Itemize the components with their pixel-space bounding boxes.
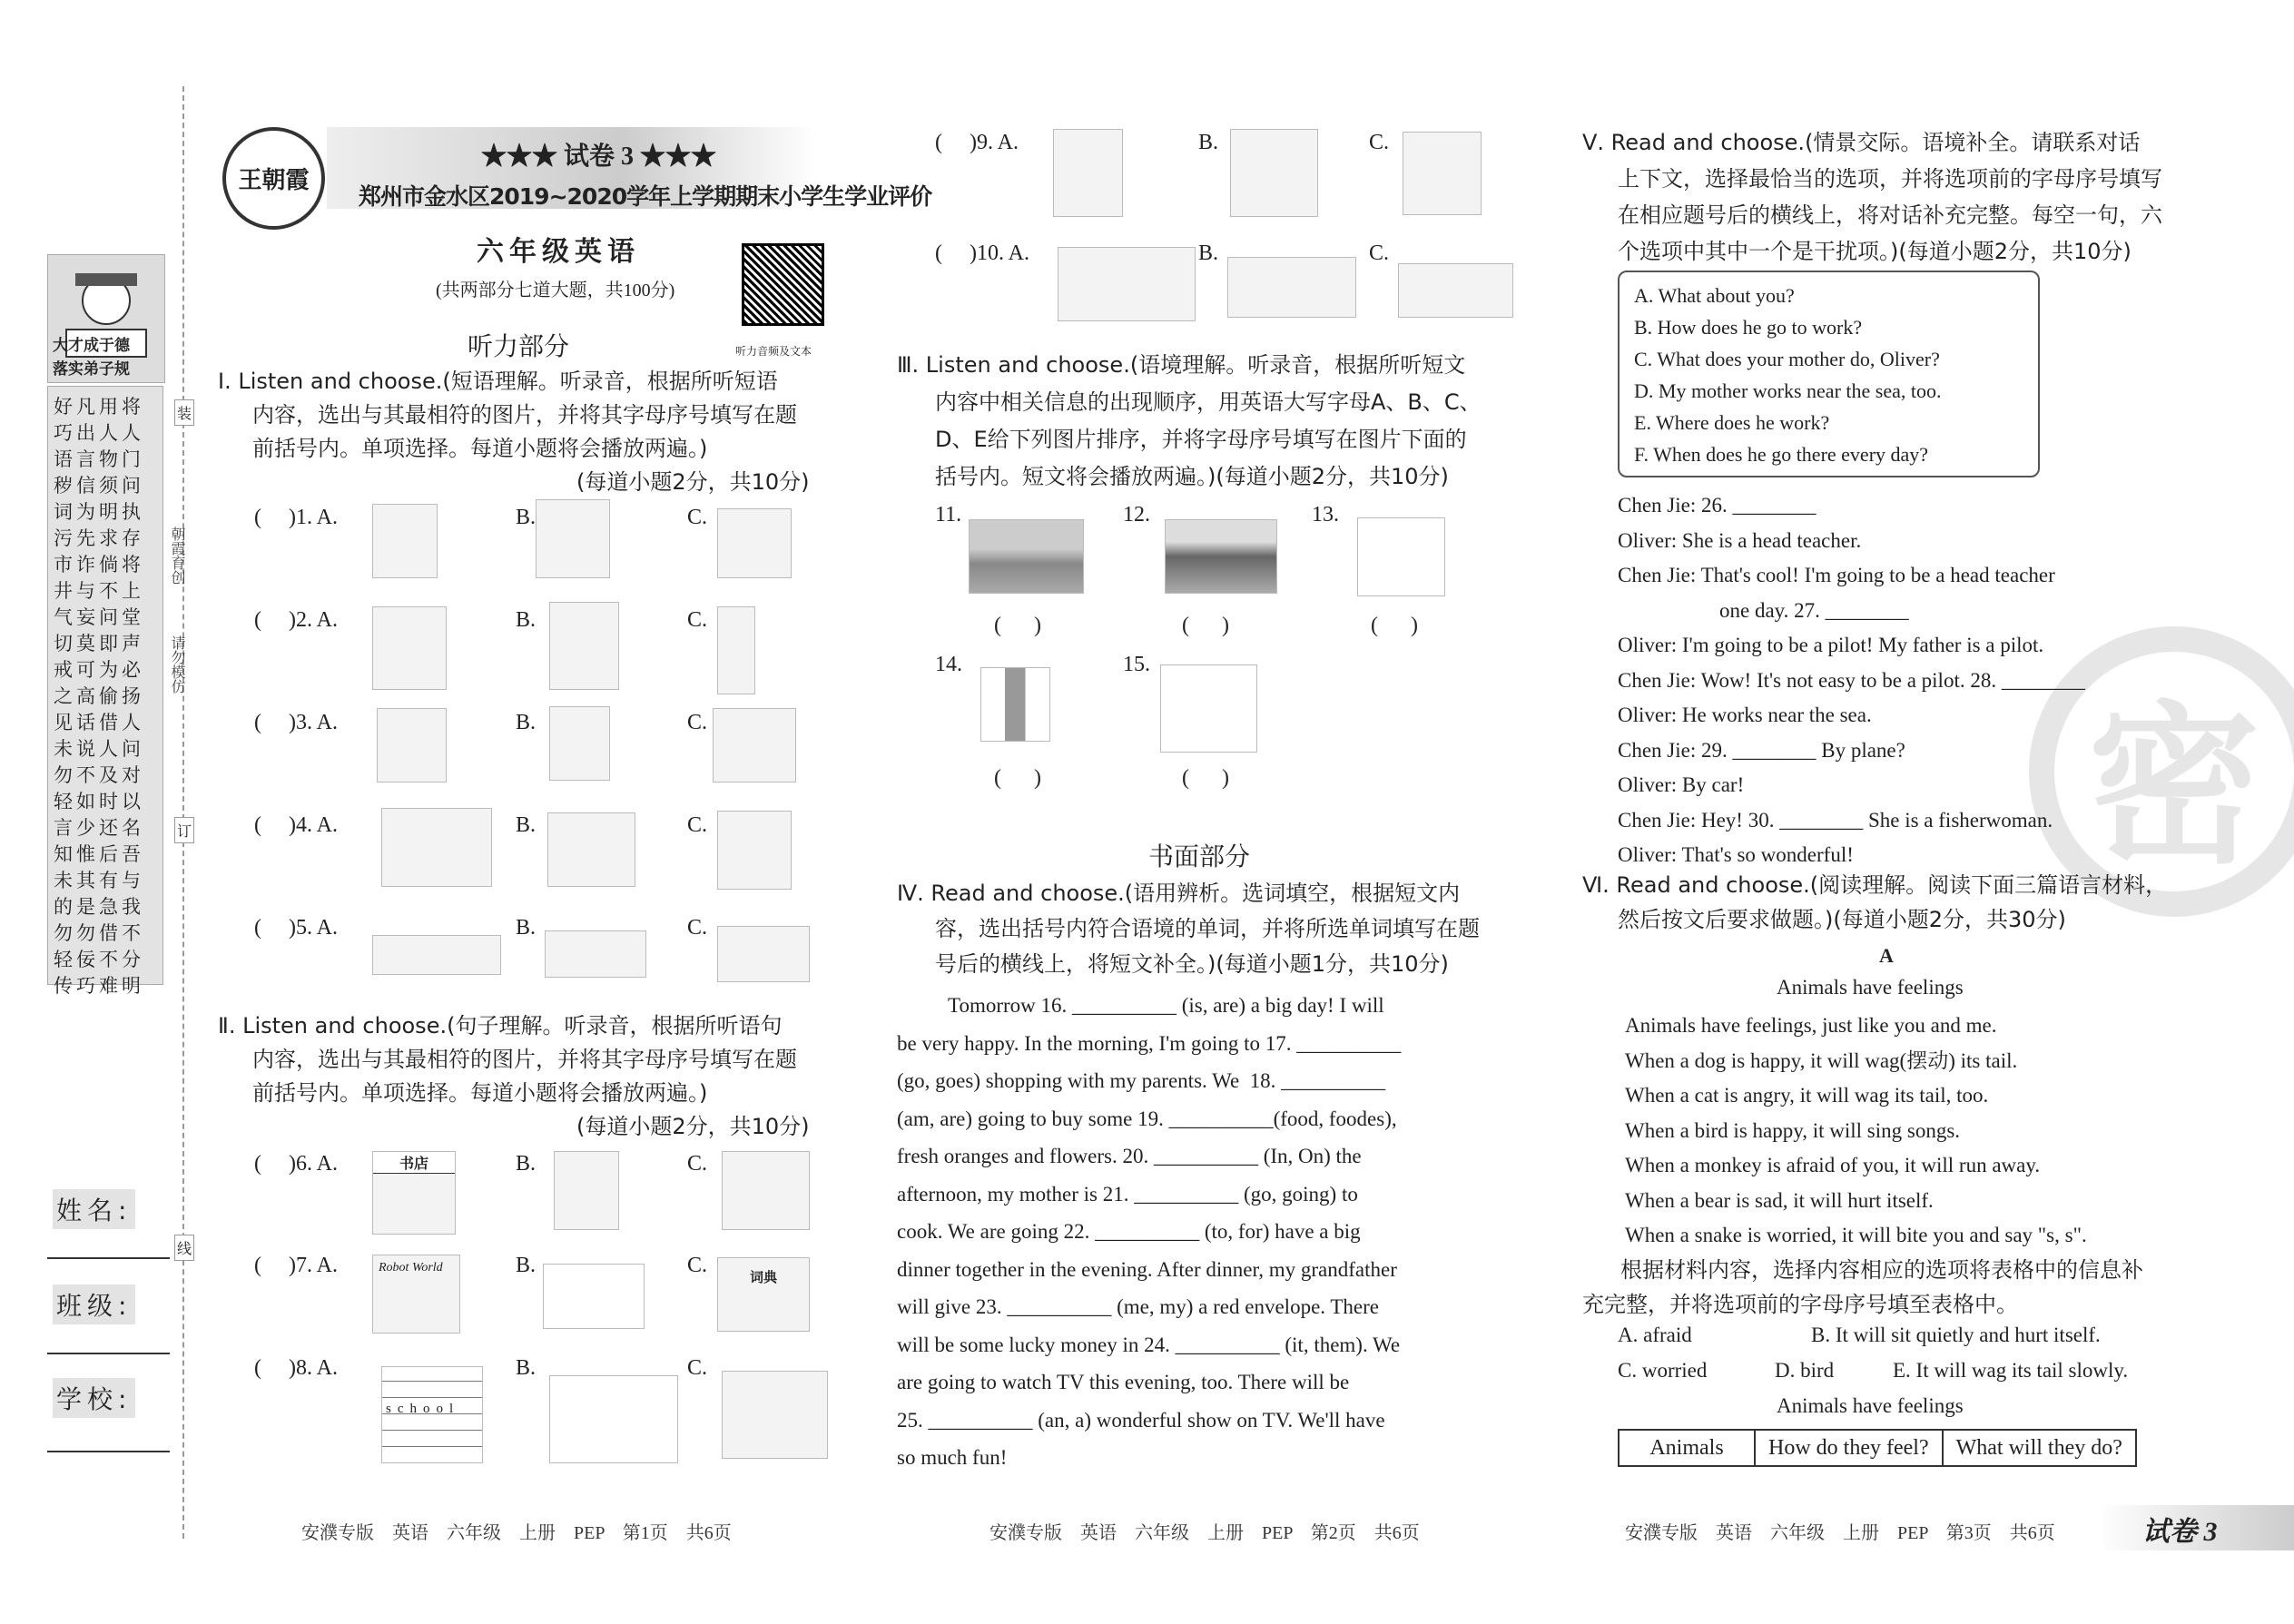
q1-pic-b[interactable] [536, 499, 610, 578]
table-header-row [1619, 1430, 2136, 1466]
q13-pic[interactable] [1357, 517, 1445, 596]
th-feel: How do they feel? [1755, 1430, 1943, 1466]
q5-pic-c[interactable] [717, 926, 810, 982]
q3-c: C. [687, 711, 708, 734]
sec6-instruction-1: 根据材料内容，选择内容相应的选项将表格中的信息补 [1620, 1257, 2143, 1283]
q14-bracket[interactable]: ( ) [994, 766, 1041, 790]
passage-line-3: (go, goes) shopping with my parents. We 18. __________ [897, 1069, 1386, 1092]
q9-b: B. [1198, 131, 1219, 154]
q13-num: 13. [1312, 503, 1339, 527]
q10-pic-a[interactable] [1058, 247, 1196, 321]
choice-e: E. It will wag its tail slowly. [1893, 1359, 2129, 1382]
option-c: C. What does your mother do, Oliver? [1634, 348, 1940, 370]
class-field[interactable] [47, 1353, 170, 1354]
sec3-line-1: 内容中相关信息的出现顺序，用英语大写字母A、B、C、 [935, 389, 1482, 415]
q15-bracket[interactable]: ( ) [1182, 766, 1229, 790]
q4-pic-c[interactable] [717, 811, 792, 890]
sec2-title-en: Ⅱ. Listen and choose. [218, 1013, 448, 1038]
sec5-title-en: Ⅴ. Read and choose. [1582, 130, 1806, 155]
feelings-table [1618, 1429, 2137, 1467]
q3-pic-c[interactable] [713, 708, 796, 782]
passage-line-6: afternoon, my mother is 21. __________ (go, going) to [897, 1182, 1358, 1206]
q3-b: B. [516, 711, 537, 734]
q11-bracket[interactable]: ( ) [994, 614, 1041, 637]
dialogue-line-1: Chen Jie: 26. ________ [1618, 494, 1816, 517]
qr-code[interactable] [742, 243, 824, 326]
q9-c: C. [1369, 131, 1390, 154]
sec2-line-1: 内容，选出与其最相符的图片，并将其字母序号填写在题 [252, 1047, 797, 1072]
q4-pic-b[interactable] [547, 812, 635, 887]
q7-b: B. [516, 1254, 537, 1277]
choice-a: A. afraid [1618, 1324, 1692, 1346]
poem-line-1: Animals have feelings, just like you and me. [1625, 1014, 1997, 1037]
sec4-line-1: 容，选出括号内符合语境的单词，并将所选单词填写在题 [935, 916, 1480, 941]
q8-b: B. [516, 1356, 537, 1380]
school-field[interactable] [47, 1451, 170, 1452]
passage-line-7: cook. We are going 22. __________ (to, for) have a big [897, 1220, 1361, 1243]
q11-num: 11. [935, 503, 962, 527]
q4-b: B. [516, 813, 537, 837]
watermark-text: 密 [2087, 685, 2260, 887]
poem-line-4: When a bird is happy, it will sing songs. [1625, 1118, 1961, 1142]
footer-p1: 安濮专版 英语 六年级 上册 PEP 第1页 共6页 [301, 1523, 732, 1543]
binding-line [182, 86, 184, 1539]
exam-title: 郑州市金水区2019~2020学年上学期期末小学生学业评价 [359, 183, 932, 210]
stars-left: ★★★ [481, 143, 558, 171]
name-field[interactable] [47, 1257, 170, 1259]
q15-num: 15. [1123, 653, 1150, 676]
sec3-title [897, 349, 1465, 380]
q7-pic-c[interactable] [717, 1257, 810, 1332]
sec4-line-2: 号后的横线上，将短文补全。)(每道小题1分，共10分) [935, 951, 1449, 977]
q1-label: ( )1. A. [254, 506, 338, 529]
q5-pic-b[interactable] [545, 930, 646, 978]
q9-pic-b[interactable] [1230, 129, 1318, 217]
cut-mark-3: 线 [174, 1235, 194, 1261]
q6-b: B. [516, 1152, 537, 1176]
q2-pic-a[interactable] [372, 606, 447, 690]
q6-pic-b[interactable] [554, 1151, 619, 1230]
vertical-note-1: 朝霞育创 [169, 527, 186, 585]
crossword-word: school [386, 1402, 460, 1416]
paper-tag-text: 试卷 3 [564, 143, 635, 171]
q8-pic-a[interactable] [381, 1366, 483, 1463]
cut-mark-2: 订 [174, 817, 194, 843]
q1-pic-c[interactable] [717, 508, 792, 578]
q7-pic-b[interactable] [543, 1264, 645, 1329]
sec5-options-box [1618, 271, 2040, 477]
q3-pic-a[interactable] [377, 708, 447, 782]
q14-pic[interactable] [980, 667, 1050, 742]
q2-label: ( )2. A. [254, 608, 338, 632]
dialogue-line-7: Oliver: He works near the sea. [1618, 704, 1872, 726]
poem-line-7: When a snake is worried, it will bite you and say "s, s". [1625, 1224, 2087, 1246]
paper-tag [481, 136, 716, 172]
subject-title: 六年级英语 [477, 236, 640, 268]
q12-bracket[interactable]: ( ) [1182, 614, 1229, 637]
sidebar-poem [47, 386, 163, 997]
dialogue-line-5: Oliver: I'm going to be a pilot! My father is a pilot. [1618, 634, 2044, 656]
dialogue-line-8: Chen Jie: 29. ________ By plane? [1618, 738, 1905, 762]
q9-label: ( )9. A. [935, 131, 1019, 154]
q5-b: B. [516, 916, 537, 940]
q10-pic-b[interactable] [1227, 257, 1356, 318]
q4-label: ( )4. A. [254, 813, 338, 837]
cut-mark-1: 装 [174, 399, 194, 426]
q7-c: C. [687, 1254, 708, 1277]
sec6-title-en: Ⅵ. Read and choose. [1582, 872, 1810, 898]
sec3-line-2: D、E给下列图片排序，并将字母序号填写在图片下面的 [935, 427, 1467, 452]
sec6-line-1: 然后按文后要求做题。)(每道小题2分，共30分) [1618, 907, 2066, 932]
option-e: E. Where does he work? [1634, 411, 1830, 434]
q4-pic-a[interactable] [381, 808, 492, 887]
sec3-line-3: 括号内。短文将会播放两遍。)(每道小题2分，共10分) [935, 464, 1449, 489]
q6-pic-a[interactable] [372, 1151, 456, 1235]
writing-heading: 书面部分 [1148, 842, 1251, 871]
sec1-title [218, 366, 778, 397]
sec5-title-cn: (情景交际。语境补全。请联系对话 [1805, 130, 2141, 155]
poem-line-6: When a bear is sad, it will hurt itself. [1625, 1188, 1934, 1212]
school-label: 学校: [53, 1378, 135, 1418]
sec5-line-1: 上下文，选择最恰当的选项，并将选项前的字母序号填写 [1618, 166, 2162, 192]
footer-tag: 试卷 3 [2142, 1517, 2218, 1547]
q6-label: ( )6. A. [254, 1152, 338, 1176]
q9-pic-a[interactable] [1053, 129, 1123, 217]
q2-b: B. [516, 608, 537, 632]
q11-pic[interactable] [969, 519, 1084, 594]
q5-pic-a[interactable] [372, 935, 501, 975]
sec4-title-en: Ⅳ. Read and choose. [897, 881, 1125, 906]
footer-p3: 安濮专版 英语 六年级 上册 PEP 第3页 共6页 [1625, 1523, 2055, 1543]
bookstore-sign: 书店 [373, 1152, 455, 1174]
th-do: What will they do? [1943, 1430, 2136, 1466]
choice-b: B. It will sit quietly and hurt itself. [1811, 1324, 2101, 1346]
sec4-passage [897, 987, 1514, 1477]
sec1-score: (每道小题2分，共10分) [576, 469, 810, 495]
scoring-note: (共两部分七道大题，共100分) [436, 281, 675, 300]
q4-c: C. [687, 813, 708, 837]
sec2-title [218, 1010, 782, 1041]
listening-heading: 听力部分 [468, 331, 570, 361]
poem-line-5: When a monkey is afraid of you, it will run away. [1625, 1154, 2041, 1176]
vertical-note-2: 请勿模仿 [169, 635, 186, 694]
q8-c: C. [687, 1356, 708, 1380]
sec3-title-en: Ⅲ. Listen and choose. [897, 352, 1130, 378]
q14-num: 14. [935, 653, 962, 676]
logo-text: 王朝霞 [238, 167, 310, 194]
passage-line-2: be very happy. In the morning, I'm going to 17. __________ [897, 1031, 1402, 1055]
sec1-title-cn: (短语理解。听录音，根据所听短语 [442, 369, 778, 394]
logo [222, 127, 325, 230]
q3-label: ( )3. A. [254, 711, 338, 734]
q7-pic-a[interactable] [372, 1255, 460, 1334]
sec5-line-2: 在相应题号后的横线上，将对话补充完整。每空一句，六 [1618, 202, 2162, 228]
q5-c: C. [687, 916, 708, 940]
dialogue-line-3: Chen Jie: That's cool! I'm going to be a head teacher [1618, 564, 2055, 586]
q10-b: B. [1198, 241, 1219, 265]
sec6-title [1582, 870, 2167, 901]
q8-label: ( )8. A. [254, 1356, 338, 1380]
sec1-line-1: 内容，选出与其最相符的图片，并将其字母序号填写在题 [252, 402, 797, 428]
qr-caption: 听力音频及文本 [735, 345, 812, 358]
q10-c: C. [1369, 241, 1390, 265]
q12-pic[interactable] [1165, 519, 1277, 594]
dialogue [1618, 488, 2199, 873]
choice-d: D. bird [1775, 1359, 1835, 1382]
book-title: Robot World [379, 1261, 443, 1275]
q8-pic-b[interactable] [549, 1375, 678, 1463]
passage-line-12: 25. __________ (an, a) wonderful show on TV. We'll have [897, 1408, 1385, 1432]
dialogue-line-9: Oliver: By car! [1618, 773, 1745, 796]
dialogue-line-10: Chen Jie: Hey! 30. ________ She is a fisherwoman. [1618, 808, 2053, 832]
q1-c: C. [687, 506, 708, 529]
q12-num: 12. [1123, 503, 1150, 527]
passage-line-5: fresh oranges and flowers. 20. __________ (In, On) the [897, 1145, 1362, 1167]
sec6-title-cn: (阅读理解。阅读下面三篇语言材料， [1809, 872, 2168, 898]
sec4-title-cn: (语用辨析。选词填空，根据短文内 [1124, 881, 1461, 906]
passage-line-13: so much fun! [897, 1446, 1008, 1469]
choice-c: C. worried [1618, 1359, 1708, 1382]
dictionary-label: 词典 [749, 1269, 777, 1285]
th-animals: Animals [1619, 1430, 1755, 1466]
sec2-line-2: 前括号内。单项选择。每道小题将会播放两遍。) [252, 1080, 708, 1106]
q10-label: ( )10. A. [935, 241, 1029, 265]
sec2-score: (每道小题2分，共10分) [576, 1114, 810, 1139]
q2-c: C. [687, 608, 708, 632]
q3-pic-b[interactable] [549, 706, 610, 781]
poem-line-2: When a dog is happy, it will wag(摆动) its tail. [1625, 1048, 2018, 1072]
passage-line-10: will be some lucky money in 24. __________ (it, them). We [897, 1333, 1401, 1356]
q5-label: ( )5. A. [254, 916, 338, 940]
sec4-title [897, 878, 1460, 909]
passage-line-4: (am, are) going to buy some 19. __________(food, foodes), [897, 1107, 1397, 1130]
poem [1625, 1009, 2206, 1254]
dialogue-line-11: Oliver: That's so wonderful! [1618, 843, 1854, 866]
q13-bracket[interactable]: ( ) [1371, 614, 1418, 637]
poem-title: Animals have feelings [1777, 976, 1964, 999]
q1-pic-a[interactable] [372, 504, 438, 578]
q15-pic[interactable] [1160, 664, 1257, 753]
q6-pic-c[interactable] [722, 1151, 810, 1230]
sec3-title-cn: (语境理解。听录音，根据所听短文 [1129, 352, 1466, 378]
q7-label: ( )7. A. [254, 1254, 338, 1277]
sidebar-motto-1: 大才成于德 [53, 337, 130, 355]
sec1-line-2: 前括号内。单项选择。每道小题将会播放两遍。) [252, 436, 708, 461]
sec1-title-en: Ⅰ. Listen and choose. [218, 369, 443, 394]
option-b: B. How does he go to work? [1634, 316, 1863, 339]
q6-c: C. [687, 1152, 708, 1176]
option-f: F. When does he go there every day? [1634, 443, 1929, 466]
q2-pic-b[interactable] [549, 602, 619, 690]
poem-line-3: When a cat is angry, it will wag its tail, too. [1625, 1084, 1989, 1107]
passage-line-11: are going to watch TV this evening, too. There will be [897, 1371, 1350, 1393]
passage-line-8: dinner together in the evening. After dinner, my grandfather [897, 1257, 1397, 1281]
stars-right: ★★★ [640, 143, 717, 171]
sec5-title [1582, 127, 2140, 158]
q10-pic-c[interactable] [1398, 263, 1513, 318]
sidebar-motto-2: 落实弟子规 [53, 360, 130, 379]
passage-line-1: Tomorrow 16. __________ (is, are) a big day! I will [948, 994, 1384, 1017]
footer-p2: 安濮专版 英语 六年级 上册 PEP 第2页 共6页 [989, 1523, 1420, 1543]
sec6-instruction-2: 充完整，并将选项前的字母序号填至表格中。 [1582, 1292, 2018, 1317]
q2-pic-c[interactable] [717, 606, 755, 694]
name-label: 姓名: [53, 1189, 135, 1229]
table-title: Animals have feelings [1777, 1394, 1964, 1417]
option-d: D. My mother works near the sea, too. [1634, 379, 1942, 402]
sec2-title-cn: (句子理解。听录音，根据所听语句 [447, 1013, 783, 1038]
passage-line-9: will give 23. __________ (me, my) a red envelope. There [897, 1295, 1379, 1318]
q9-pic-c[interactable] [1403, 132, 1482, 215]
dialogue-line-2: Oliver: She is a head teacher. [1618, 528, 1862, 552]
q1-b: B. [516, 506, 537, 529]
sidebar-poem-text: 好凡用将巧出人人语言物门秽信须问词为明执污先求存市诈倘将井与不上气妄问堂切莫即声戒可为必之高偷扬见话借人未说人问勿不及对轻如时以言少还名知惟后吾未其有与的是急我勿勿借不轻佞不分传巧难明 [54, 396, 144, 997]
option-a: A. What about you? [1634, 284, 1795, 307]
sec5-line-3: 个选项中其中一个是干扰项。)(每道小题2分，共10分) [1618, 239, 2132, 264]
part-a-label: A [1879, 944, 1894, 967]
class-label: 班级: [53, 1284, 135, 1324]
q8-pic-c[interactable] [722, 1371, 828, 1459]
dialogue-line-6: Chen Jie: Wow! It's not easy to be a pilot. 28. ________ [1618, 668, 2085, 692]
dialogue-line-4: one day. 27. ________ [1719, 598, 1909, 622]
